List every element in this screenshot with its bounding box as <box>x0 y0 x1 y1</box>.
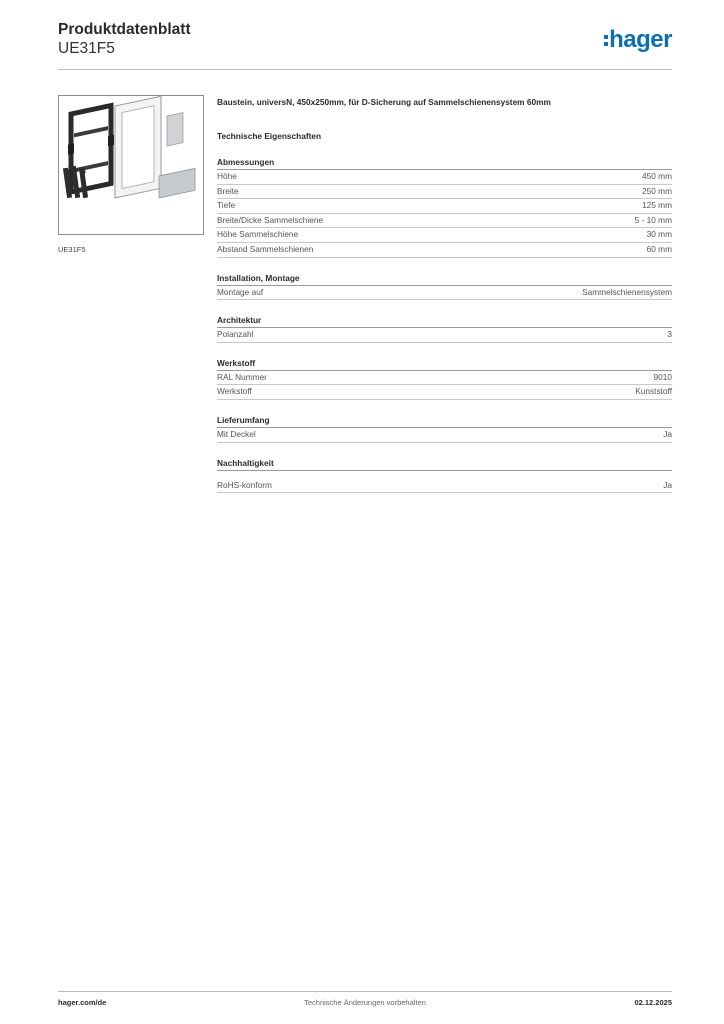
spec-value: Kunststoff <box>635 386 672 397</box>
hager-logo <box>604 28 672 52</box>
footer-divider <box>58 991 672 992</box>
spec-value: 60 mm <box>646 243 672 254</box>
spec-row <box>217 385 672 400</box>
spec-value: 450 mm <box>642 171 672 181</box>
spec-row <box>217 243 672 258</box>
spec-row <box>217 170 672 185</box>
spec-row <box>217 214 672 229</box>
spec-value: Sammelschienensystem <box>582 286 672 297</box>
image-caption: UE31F5 <box>58 245 86 254</box>
spec-value: 5 - 10 mm <box>634 214 672 225</box>
spec-value: 250 mm <box>642 185 672 196</box>
section-title: Installation, Montage <box>217 272 672 286</box>
section-lieferumfang <box>217 414 672 443</box>
product-photo-icon <box>59 96 203 234</box>
footer-date: 02.12.2025 <box>634 998 672 1007</box>
section-title: Werkstoff <box>217 357 672 371</box>
footer-notice: Technische Änderungen vorbehalten <box>304 998 426 1007</box>
footer-website-link[interactable]: hager.com/de <box>58 998 107 1007</box>
spec-label: Werkstoff <box>217 386 252 397</box>
product-description: Baustein, universN, 450x250mm, für D-Sicherung auf Sammelschienensystem 60mm <box>217 97 551 107</box>
spec-row <box>217 371 672 386</box>
section-architektur <box>217 314 672 343</box>
spec-label: Breite/Dicke Sammelschiene <box>217 214 324 225</box>
section-title: Lieferumfang <box>217 414 672 428</box>
spec-value: 30 mm <box>646 229 672 240</box>
spec-label: RoHS-konform <box>217 479 272 490</box>
section-title: Nachhaltigkeit <box>217 457 672 471</box>
logo-dots-icon <box>604 35 608 46</box>
spec-value: 3 <box>667 329 672 340</box>
document-title: Produktdatenblatt <box>58 21 191 38</box>
spec-row <box>217 185 672 200</box>
section-nachhaltigkeit <box>217 457 672 494</box>
spec-value: Ja <box>663 428 672 439</box>
spec-row <box>217 479 672 494</box>
spec-label: Höhe Sammelschiene <box>217 229 299 240</box>
spec-value: Ja <box>663 479 672 490</box>
section-title: Architektur <box>217 314 672 328</box>
spec-label: Tiefe <box>217 200 236 211</box>
section-abmessungen <box>217 156 672 258</box>
spec-row <box>217 199 672 214</box>
spec-row <box>217 328 672 343</box>
spec-row <box>217 428 672 443</box>
section-werkstoff <box>217 357 672 400</box>
spec-label: Polanzahl <box>217 329 254 340</box>
tech-properties-heading: Technische Eigenschaften <box>217 131 322 141</box>
document-header <box>58 20 672 70</box>
header-divider <box>58 69 672 70</box>
spec-label: Mit Deckel <box>217 428 256 439</box>
section-installation <box>217 272 672 301</box>
spec-value: 125 mm <box>642 200 672 211</box>
spec-value: 9010 <box>653 371 672 382</box>
spec-label: RAL Nummer <box>217 371 267 382</box>
product-details <box>217 96 672 493</box>
spec-row <box>217 286 672 301</box>
section-title: Abmessungen <box>217 156 672 170</box>
spec-row <box>217 228 672 243</box>
product-image <box>58 95 204 235</box>
logo-text: hager <box>609 26 672 53</box>
spec-label: Höhe <box>217 171 237 181</box>
spec-label: Montage auf <box>217 286 264 297</box>
spec-label: Abstand Sammelschienen <box>217 243 314 254</box>
product-code: UE31F5 <box>58 40 115 57</box>
spec-label: Breite <box>217 185 239 196</box>
